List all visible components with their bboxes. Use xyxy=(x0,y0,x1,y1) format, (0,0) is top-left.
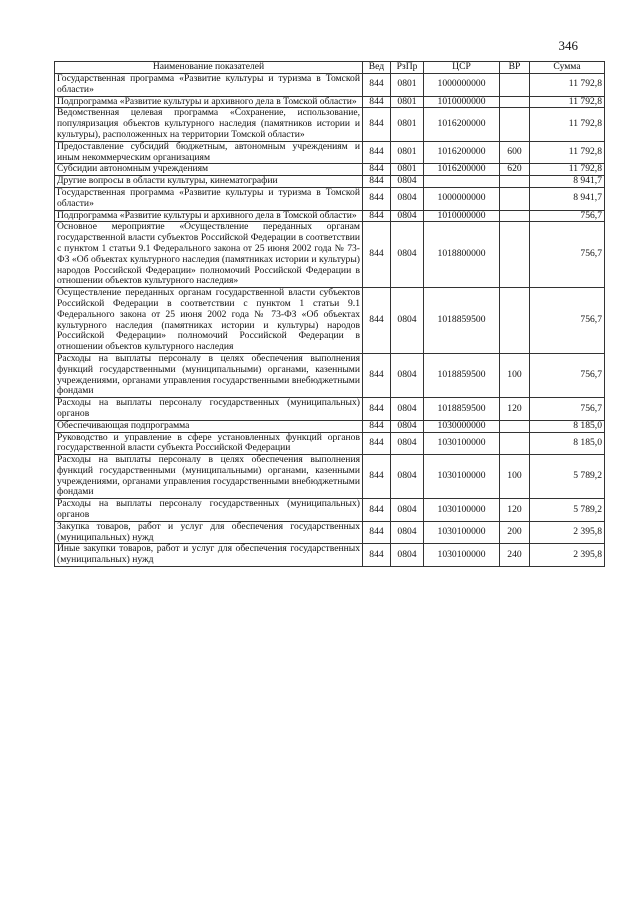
cell-vr xyxy=(500,108,530,141)
cell-sum: 11 792,8 xyxy=(530,96,605,108)
cell-sum: 2 395,8 xyxy=(530,521,605,544)
cell-sum: 8 185,0 xyxy=(530,432,605,455)
cell-rzpr: 0804 xyxy=(391,187,424,210)
cell-vr: 120 xyxy=(500,398,530,421)
cell-ved: 844 xyxy=(363,455,391,499)
cell-name: Субсидии автономным учреждениям xyxy=(55,164,363,176)
table-row xyxy=(55,432,605,455)
cell-rzpr: 0804 xyxy=(391,521,424,544)
cell-csr: 1000000000 xyxy=(424,187,500,210)
cell-ved: 844 xyxy=(363,544,391,567)
table-row xyxy=(55,108,605,141)
cell-sum: 5 789,2 xyxy=(530,499,605,522)
cell-vr xyxy=(500,420,530,432)
cell-ved: 844 xyxy=(363,141,391,164)
cell-name: Осуществление переданных органам государственной власти субъектов Российской Федерации в соответствии с пунктом 1 статьи 9.1 Федерального закона от 25 июня 2002 года № 73-ФЗ «Об объектах культурного наследия (памятниках истории и культуры) народов Российской Федерации» полномочий Российской Федерации в отношении объектов культурного наследия xyxy=(55,288,363,354)
cell-name: Расходы на выплаты персоналу в целях обеспечения выполнения функций государственными (муниципальными) органами, казенными учреждениями, органами управления государственными внебюджетными фондами xyxy=(55,353,363,397)
table-row xyxy=(55,544,605,567)
header-rzpr: РзПр xyxy=(391,62,424,74)
cell-sum: 11 792,8 xyxy=(530,74,605,97)
cell-name: Иные закупки товаров, работ и услуг для обеспечения государственных (муниципальных) нужд xyxy=(55,544,363,567)
cell-csr: 1018859500 xyxy=(424,288,500,354)
cell-name: Подпрограмма «Развитие культуры и архивного дела в Томской области» xyxy=(55,210,363,222)
cell-ved: 844 xyxy=(363,96,391,108)
cell-ved: 844 xyxy=(363,222,391,288)
table-row xyxy=(55,187,605,210)
cell-sum: 2 395,8 xyxy=(530,544,605,567)
cell-name: Обеспечивающая подпрограмма xyxy=(55,420,363,432)
cell-vr: 100 xyxy=(500,455,530,499)
page-number: 346 xyxy=(558,38,578,53)
cell-ved: 844 xyxy=(363,210,391,222)
cell-vr xyxy=(500,96,530,108)
cell-vr: 600 xyxy=(500,141,530,164)
cell-vr: 120 xyxy=(500,499,530,522)
table-row xyxy=(55,96,605,108)
cell-name: Расходы на выплаты персоналу государственных (муниципальных) органов xyxy=(55,499,363,522)
cell-rzpr: 0804 xyxy=(391,455,424,499)
cell-vr: 200 xyxy=(500,521,530,544)
cell-ved: 844 xyxy=(363,420,391,432)
cell-csr: 1030100000 xyxy=(424,432,500,455)
cell-name: Государственная программа «Развитие культуры и туризма в Томской области» xyxy=(55,187,363,210)
cell-rzpr: 0804 xyxy=(391,176,424,188)
cell-vr xyxy=(500,176,530,188)
cell-sum: 756,7 xyxy=(530,222,605,288)
cell-sum: 11 792,8 xyxy=(530,108,605,141)
table-row xyxy=(55,288,605,354)
cell-sum: 5 789,2 xyxy=(530,455,605,499)
cell-name: Предоставление субсидий бюджетным, автономным учреждениям и иным некоммерческим организациям xyxy=(55,141,363,164)
cell-vr xyxy=(500,288,530,354)
cell-sum: 11 792,8 xyxy=(530,141,605,164)
table-row xyxy=(55,222,605,288)
cell-sum: 8 185,0 xyxy=(530,420,605,432)
cell-rzpr: 0804 xyxy=(391,210,424,222)
cell-name: Ведомственная целевая программа «Сохранение, использование, популяризация объектов культурного наследия (памятников истории и культуры), расположенных на территории Томской области» xyxy=(55,108,363,141)
cell-name: Закупка товаров, работ и услуг для обеспечения государственных (муниципальных) нужд xyxy=(55,521,363,544)
header-row xyxy=(55,62,605,74)
cell-vr: 620 xyxy=(500,164,530,176)
table-row xyxy=(55,499,605,522)
cell-sum: 8 941,7 xyxy=(530,187,605,210)
cell-name: Руководство и управление в сфере установленных функций органов государственной власти субъекта Российской Федерации xyxy=(55,432,363,455)
cell-vr xyxy=(500,222,530,288)
cell-name: Другие вопросы в области культуры, кинематографии xyxy=(55,176,363,188)
cell-csr: 1018859500 xyxy=(424,353,500,397)
table-row xyxy=(55,210,605,222)
cell-sum: 756,7 xyxy=(530,288,605,354)
header-sum: Сумма xyxy=(530,62,605,74)
cell-rzpr: 0801 xyxy=(391,108,424,141)
header-name: Наименование показателей xyxy=(55,62,363,74)
cell-ved: 844 xyxy=(363,499,391,522)
header-csr: ЦСР xyxy=(424,62,500,74)
budget-table xyxy=(54,61,605,567)
table-row xyxy=(55,455,605,499)
cell-csr xyxy=(424,176,500,188)
table-body xyxy=(55,74,605,567)
cell-name: Государственная программа «Развитие культуры и туризма в Томской области» xyxy=(55,74,363,97)
cell-name: Расходы на выплаты персоналу государственных (муниципальных) органов xyxy=(55,398,363,421)
cell-csr: 1016200000 xyxy=(424,164,500,176)
cell-csr: 1016200000 xyxy=(424,141,500,164)
table-row xyxy=(55,74,605,97)
header-vr: ВР xyxy=(500,62,530,74)
header-ved: Вед xyxy=(363,62,391,74)
cell-ved: 844 xyxy=(363,164,391,176)
cell-csr: 1030100000 xyxy=(424,544,500,567)
cell-rzpr: 0801 xyxy=(391,141,424,164)
cell-ved: 844 xyxy=(363,187,391,210)
table-row xyxy=(55,398,605,421)
cell-rzpr: 0804 xyxy=(391,544,424,567)
cell-sum: 8 941,7 xyxy=(530,176,605,188)
cell-csr: 1030000000 xyxy=(424,420,500,432)
cell-csr: 1000000000 xyxy=(424,74,500,97)
cell-rzpr: 0804 xyxy=(391,288,424,354)
cell-ved: 844 xyxy=(363,521,391,544)
table-row xyxy=(55,420,605,432)
cell-csr: 1030100000 xyxy=(424,521,500,544)
table-row xyxy=(55,164,605,176)
cell-name: Основное мероприятие «Осуществление переданных органам государственной власти субъектов Российской Федерации в соответствии с пунктом 1 статьи 9.1 Федерального закона от 25 июня 2002 года № 73-ФЗ «Об объектах культурного наследия (памятниках истории и культуры) народов Российской Федерации» полномочий Российской Федерации в отношении объектов культурного наследия» xyxy=(55,222,363,288)
cell-rzpr: 0804 xyxy=(391,353,424,397)
cell-name: Расходы на выплаты персоналу в целях обеспечения выполнения функций государственными (муниципальными) органами, казенными учреждениями, органами управления государственными внебюджетными фондами xyxy=(55,455,363,499)
cell-ved: 844 xyxy=(363,288,391,354)
cell-sum: 756,7 xyxy=(530,353,605,397)
cell-vr: 100 xyxy=(500,353,530,397)
cell-vr xyxy=(500,432,530,455)
table-row xyxy=(55,353,605,397)
cell-csr: 1010000000 xyxy=(424,210,500,222)
cell-vr xyxy=(500,210,530,222)
cell-rzpr: 0801 xyxy=(391,164,424,176)
cell-csr: 1016200000 xyxy=(424,108,500,141)
cell-csr: 1018859500 xyxy=(424,398,500,421)
cell-rzpr: 0804 xyxy=(391,398,424,421)
cell-ved: 844 xyxy=(363,353,391,397)
cell-sum: 11 792,8 xyxy=(530,164,605,176)
cell-ved: 844 xyxy=(363,398,391,421)
cell-ved: 844 xyxy=(363,74,391,97)
cell-csr: 1018800000 xyxy=(424,222,500,288)
cell-sum: 756,7 xyxy=(530,398,605,421)
cell-vr xyxy=(500,187,530,210)
cell-rzpr: 0804 xyxy=(391,222,424,288)
cell-ved: 844 xyxy=(363,176,391,188)
cell-rzpr: 0801 xyxy=(391,96,424,108)
table-row xyxy=(55,521,605,544)
cell-vr: 240 xyxy=(500,544,530,567)
cell-vr xyxy=(500,74,530,97)
cell-rzpr: 0804 xyxy=(391,432,424,455)
cell-rzpr: 0804 xyxy=(391,420,424,432)
cell-sum: 756,7 xyxy=(530,210,605,222)
cell-ved: 844 xyxy=(363,108,391,141)
cell-rzpr: 0801 xyxy=(391,74,424,97)
table-row xyxy=(55,141,605,164)
cell-rzpr: 0804 xyxy=(391,499,424,522)
cell-csr: 1030100000 xyxy=(424,455,500,499)
cell-csr: 1010000000 xyxy=(424,96,500,108)
table-row xyxy=(55,176,605,188)
cell-ved: 844 xyxy=(363,432,391,455)
cell-csr: 1030100000 xyxy=(424,499,500,522)
cell-name: Подпрограмма «Развитие культуры и архивного дела в Томской области» xyxy=(55,96,363,108)
